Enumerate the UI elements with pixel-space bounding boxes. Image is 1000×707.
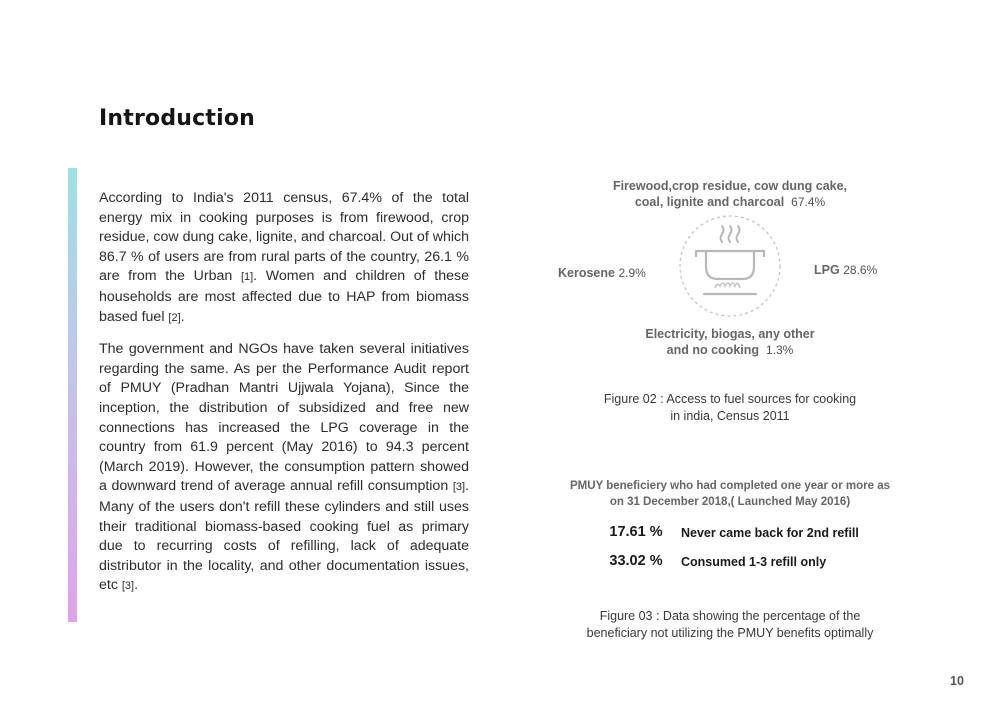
fuel-left-value: 2.9% [618, 266, 646, 280]
accent-bar [68, 168, 77, 622]
paragraph-1 [99, 189, 469, 328]
cooking-pot-on-stove-icon [678, 214, 782, 318]
pmuy-stat-row [560, 553, 920, 575]
page-number: 10 [950, 674, 964, 688]
pmuy-title [555, 478, 905, 510]
fuel-right-label [814, 263, 877, 277]
pmuy-title-line2: on 31 December 2018,( Launched May 2016) [609, 496, 851, 508]
figure-3-caption [550, 608, 910, 641]
fuel-right-value: 28.6% [843, 263, 878, 277]
citation-3b: [3] [121, 580, 135, 593]
stat-description: Never came back for 2nd refill [681, 526, 859, 540]
fuel-top-label [560, 178, 900, 210]
fuel-bottom-line2 [560, 342, 900, 358]
page-title: Introduction [99, 106, 256, 131]
fuel-top-value: 67.4% [791, 195, 826, 209]
stat-description: Consumed 1-3 refill only [681, 555, 827, 569]
fuel-bottom-label [560, 326, 900, 358]
fuel-bottom-line2-text: and no cooking [666, 343, 760, 357]
fuel-top-line2 [560, 194, 900, 210]
figure-2-caption-line2: in india, Census 2011 [670, 408, 790, 423]
paragraph-1-text-a: According to India's 2011 census, 67.4% of the total energy mix in cooking purposes is from firewood, crop residue, cow dung cake, lignite, and charcoal. Out of which 86.7 % of users are from rural parts of the country, 26.1 % are from the Urban [99, 190, 469, 285]
stat-percent: 33.02 % [609, 553, 663, 569]
paragraph-2-text-a: The government and NGOs have taken several initiatives regarding the same. As per the Performance Audit report of PMUY (Pradhan Mantri Ujjwala Yojana), Since the inception, the distribution of subsidized and free new connections has increased the LPG coverage in the country from 61.9 percent (May 2016) to 94.3 percent (March 2019). However, the consumption pattern showed a downward trend of average annual refill consumption [99, 341, 469, 495]
body-text [99, 189, 469, 597]
paragraph-2 [99, 340, 469, 597]
fuel-left-label [558, 266, 646, 280]
fuel-top-line1: Firewood,crop residue, cow dung cake, [612, 179, 848, 193]
paragraph-1-text-b: . Women and children of these households are most affected due to HAP from biomass based fuel [99, 268, 469, 325]
figure-3-caption-line2: beneficiary not utilizing the PMUY benefits optimally [586, 625, 874, 640]
pmuy-stat-row [560, 524, 920, 546]
figure-3-caption-line1: Figure 03 : Data showing the percentage of the [599, 609, 861, 623]
figure-2-caption-line1: Figure 02 : Access to fuel sources for cooking [603, 392, 857, 406]
fuel-bottom-line1: Electricity, biogas, any other [645, 327, 815, 341]
fuel-left-name: Kerosene [558, 266, 615, 280]
citation-3: [3] [452, 481, 466, 494]
figure-2-caption [550, 391, 910, 424]
pmuy-title-line1: PMUY beneficiery who had completed one year or more as [570, 480, 890, 492]
paragraph-2-text-c: . [134, 577, 139, 594]
citation-2: [2] [168, 311, 181, 324]
fuel-right-name: LPG [814, 263, 840, 277]
paragraph-1-text-c: . [180, 308, 185, 325]
paragraph-2-text-b: . Many of the users don't refill these cylinders and still uses their traditional biomass-based cooking fuel as primary due to recurring costs of refilling, lack of adequate distributor in the locality, and other documentation issues, etc [99, 478, 469, 594]
fuel-top-line2-text: coal, lignite and charcoal [634, 195, 785, 209]
citation-1: [1] [240, 271, 254, 284]
stat-percent: 17.61 % [609, 524, 663, 540]
fuel-bottom-value: 1.3% [765, 343, 794, 357]
